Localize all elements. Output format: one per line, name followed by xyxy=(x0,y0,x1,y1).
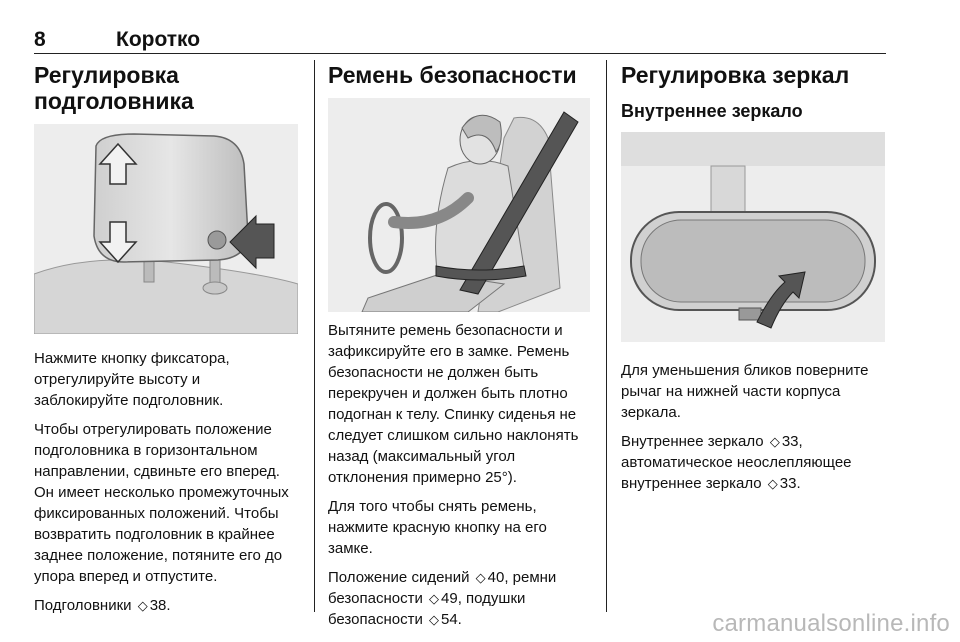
seatbelt-ref-page-3[interactable]: 54. xyxy=(441,611,462,628)
section-name: Коротко xyxy=(116,28,201,51)
mirrors-subtitle: Внутреннее зеркало xyxy=(621,101,803,121)
watermark: carmanualsonline.info xyxy=(712,610,950,637)
seatbelt-ref-text-2: , ремни безопасности xyxy=(328,569,557,607)
seatbelt-ref-text-3: , подушки безопасности xyxy=(328,590,526,628)
headrest-ref-page[interactable]: 38. xyxy=(149,597,171,614)
mirrors-ref-text-1: Внутреннее зеркало xyxy=(621,433,764,450)
headrest-illustration xyxy=(34,124,298,334)
seatbelt-ref-text-1: Положение сидений xyxy=(328,569,470,586)
page-number: 8 xyxy=(34,28,46,51)
seatbelt-paragraph-1: Вытяните ремень безопасности и зафиксируйте его в замке. Ремень безопасности не должен быть перекручен и должен быть плотно подогнан к телу. Спинку сиденья не следует слишком сильно наклонять назад (максимальный угол отклонения примерно 25°). xyxy=(328,322,579,486)
headrest-title: Регулировка подголовника xyxy=(34,62,194,114)
mirror-illustration xyxy=(621,132,885,342)
headrest-ref-text: Подголовники xyxy=(34,597,132,614)
xref-arrow-icon: ◇ xyxy=(769,434,780,449)
column-seatbelt xyxy=(328,62,598,88)
column-headrest xyxy=(34,62,304,114)
seatbelt-illustration xyxy=(328,98,590,312)
xref-arrow-icon: ◇ xyxy=(137,598,148,613)
mirrors-paragraph-1: Для уменьшения бликов поверните рычаг на нижней части корпуса зеркала. xyxy=(621,362,869,421)
xref-arrow-icon: ◇ xyxy=(429,591,439,606)
seatbelt-ref-page-1[interactable]: 40 xyxy=(487,569,505,586)
seatbelt-reference xyxy=(328,567,594,630)
xref-arrow-icon: ◇ xyxy=(767,476,778,491)
headrest-paragraph-1: Нажмите кнопку фиксатора, отрегулируйте высоту и заблокируйте подголовник. xyxy=(34,350,230,409)
column-mirrors xyxy=(621,62,891,122)
header-divider xyxy=(34,53,886,54)
column-divider-2 xyxy=(606,60,607,612)
mirrors-ref-text-2: , автоматическое неослепляющее внутреннее зеркало xyxy=(621,433,852,492)
seatbelt-paragraph-2: Для того чтобы снять ремень, нажмите красную кнопку на его замке. xyxy=(328,498,547,557)
xref-arrow-icon: ◇ xyxy=(475,570,486,585)
mirrors-ref-page-2[interactable]: 33. xyxy=(779,475,801,492)
seatbelt-text xyxy=(328,320,594,638)
seatbelt-title: Ремень безопасности xyxy=(328,62,577,88)
mirrors-text xyxy=(621,360,891,502)
seatbelt-ref-page-2[interactable]: 49 xyxy=(441,590,458,607)
column-divider-1 xyxy=(314,60,315,612)
page-header xyxy=(34,24,886,52)
mirrors-reference xyxy=(621,431,891,494)
headrest-text xyxy=(34,348,298,624)
xref-arrow-icon: ◇ xyxy=(429,612,439,627)
mirrors-title: Регулировка зеркал xyxy=(621,62,850,88)
mirrors-ref-page-1[interactable]: 33 xyxy=(781,433,799,450)
headrest-reference xyxy=(34,595,298,616)
headrest-paragraph-2: Чтобы отрегулировать положение подголовника в горизонтальном направлении, сдвиньте его вперед. Он имеет несколько промежуточных фиксированных положений. Чтобы возвратить подголовник в крайнее заднее положение, потяните его до упора вперед и отпустите. xyxy=(34,421,289,585)
